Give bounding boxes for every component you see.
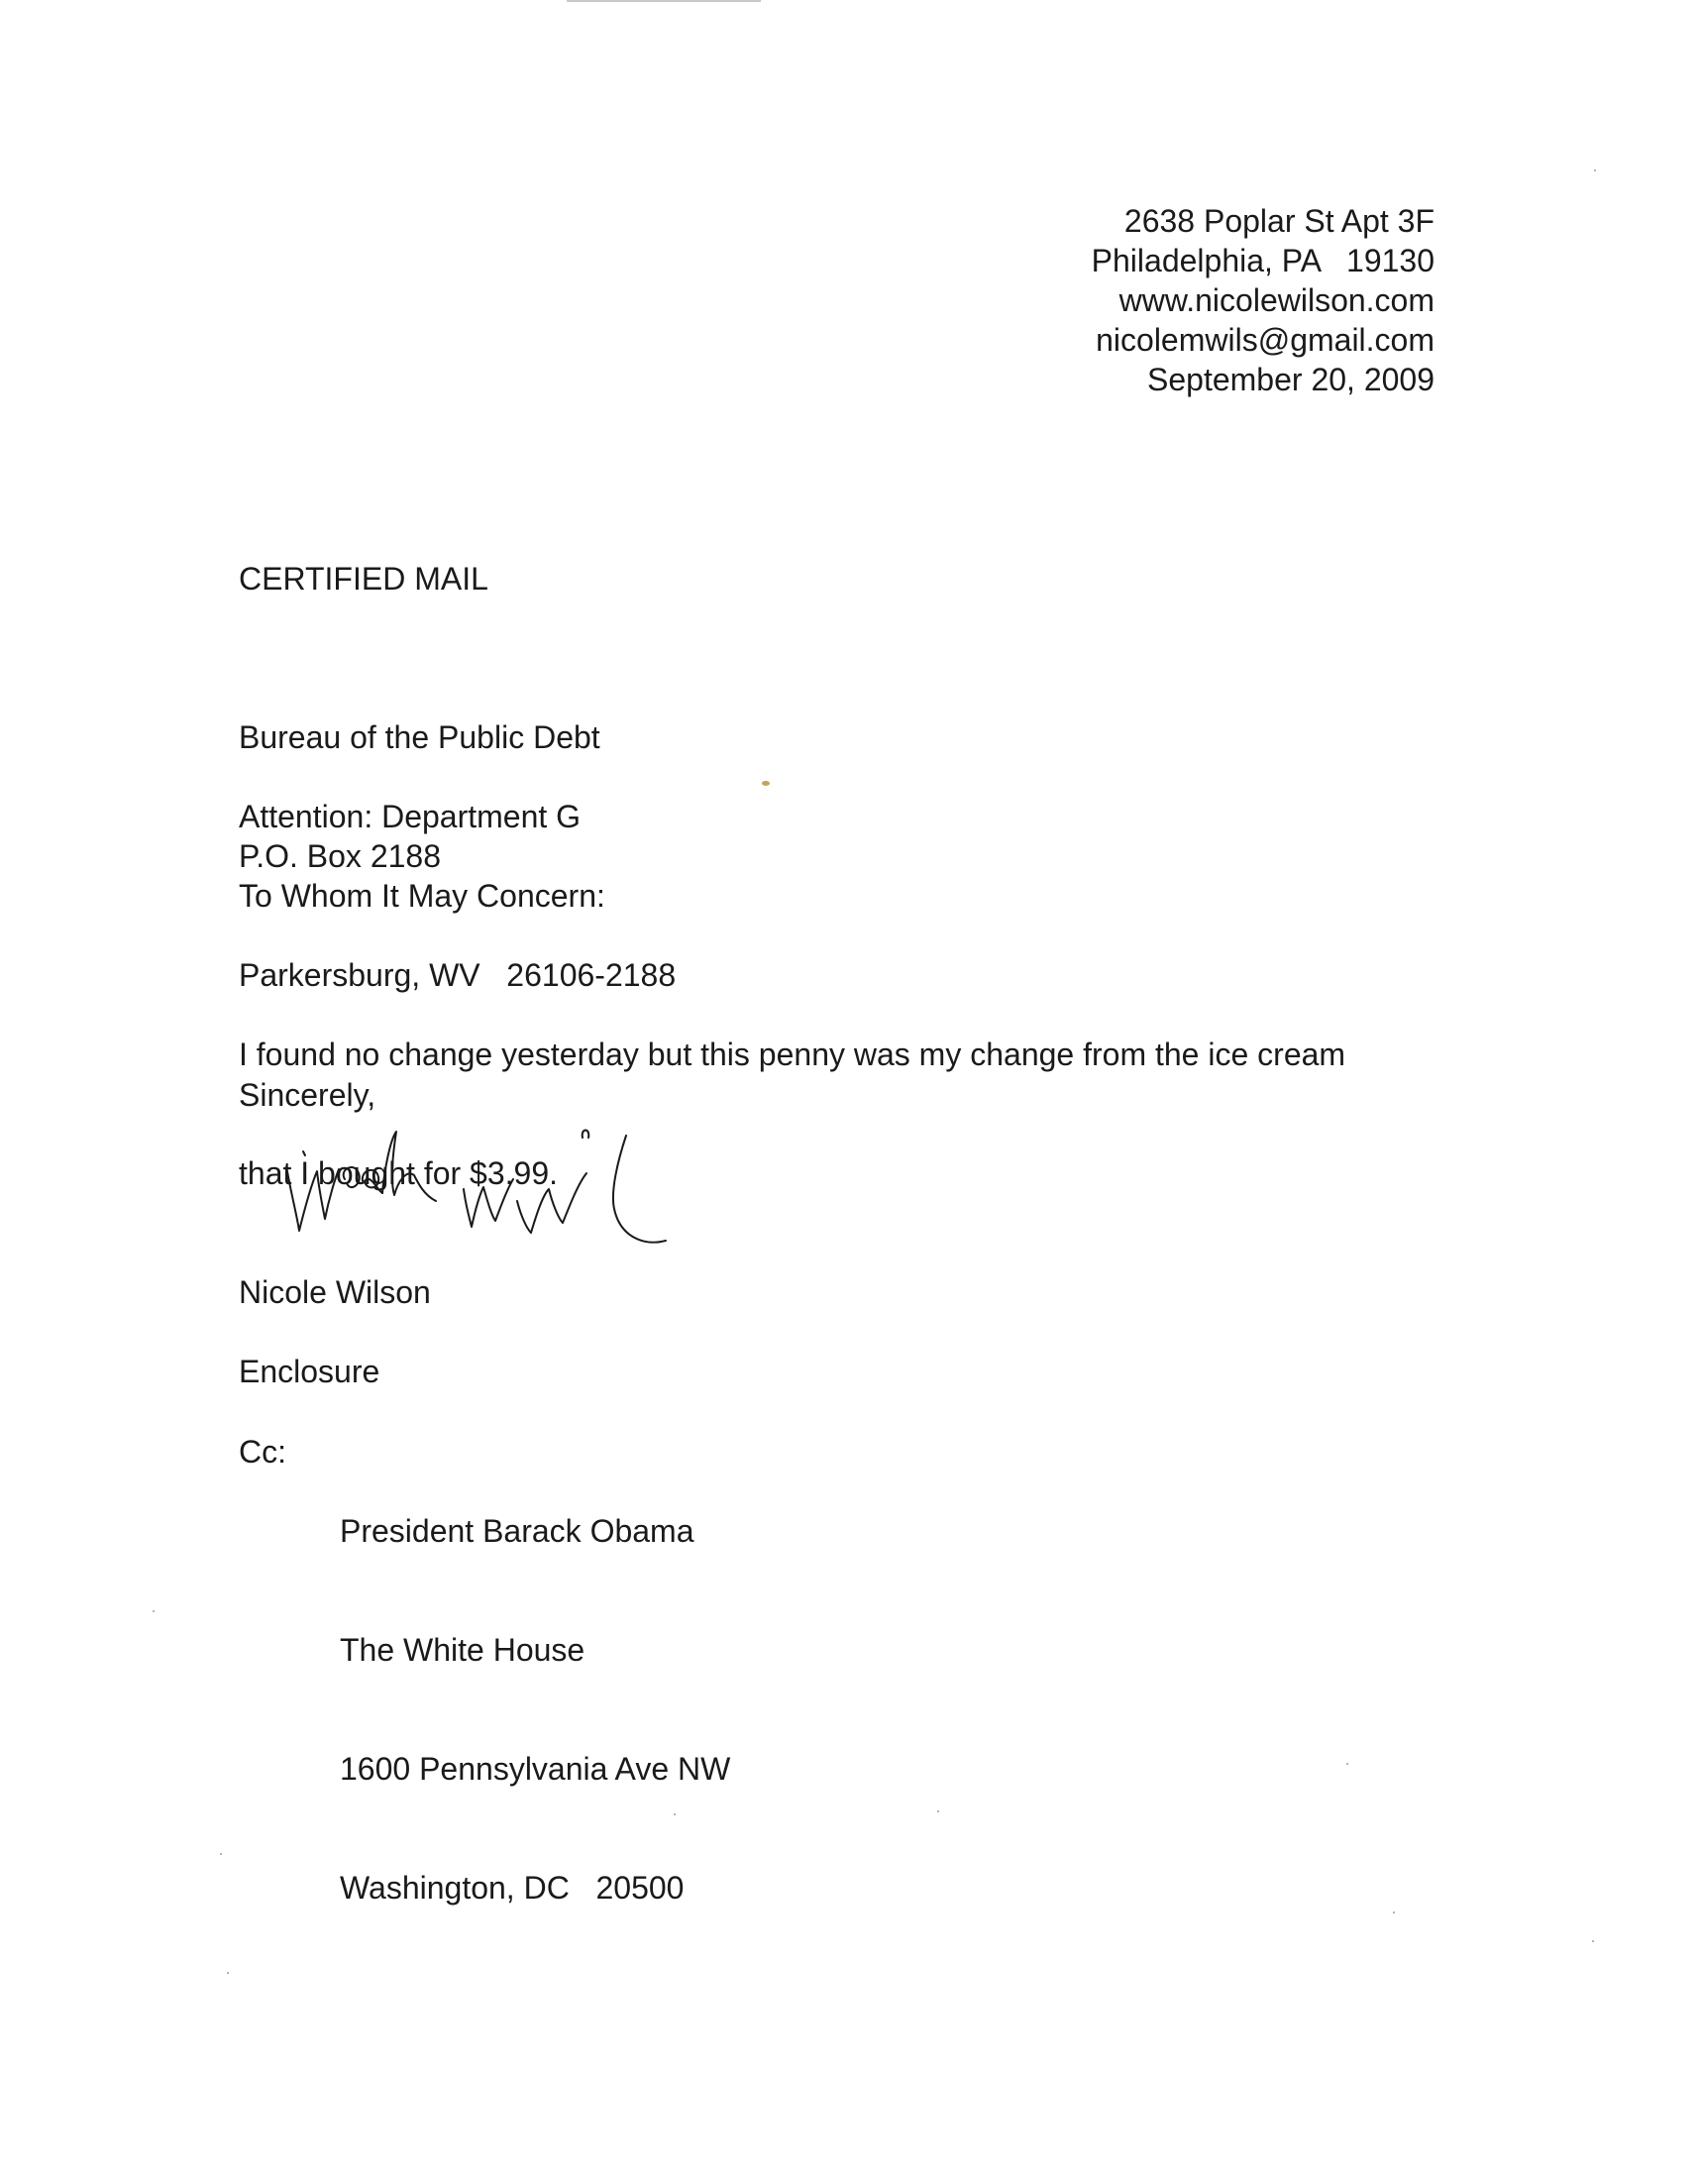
cc-name: President Barack Obama: [340, 1513, 694, 1549]
scan-speck: [674, 1813, 676, 1815]
recipient-city-line: Parkersburg, WV 26106-2188: [239, 957, 677, 993]
sender-website: www.nicolewilson.com: [1118, 282, 1434, 318]
closing: Sincerely,: [239, 1077, 376, 1113]
scan-speck: [937, 1810, 939, 1812]
salutation: To Whom It May Concern:: [239, 878, 605, 914]
cc-address-block: [340, 1432, 730, 1987]
delivery-method: CERTIFIED MAIL: [239, 561, 488, 597]
paper-stain: [762, 781, 770, 786]
letter-date: September 20, 2009: [1147, 362, 1434, 397]
recipient-po-box: P.O. Box 2188: [239, 838, 441, 874]
cc-street: 1600 Pennsylvania Ave NW: [340, 1751, 731, 1787]
scan-speck: [1393, 1911, 1395, 1913]
scan-speck: [1592, 1940, 1594, 1942]
handwritten-signature: [267, 1110, 842, 1268]
scan-speck: [1346, 1763, 1348, 1765]
sender-email: nicolemwils@gmail.com: [1096, 322, 1434, 358]
scan-speck: [153, 1610, 155, 1612]
recipient-name: Bureau of the Public Debt: [239, 719, 600, 755]
sender-street: 2638 Poplar St Apt 3F: [1123, 203, 1434, 239]
attention-line: Attention: Department G: [239, 799, 582, 834]
enclosure-note: Enclosure: [239, 1354, 380, 1389]
body-line-2: that I bought for $3.99.: [239, 1155, 559, 1191]
cc-label: Cc:: [239, 1434, 286, 1470]
signer-name: Nicole Wilson: [239, 1274, 431, 1310]
scan-speck: [220, 1853, 222, 1855]
scan-speck: [227, 1972, 229, 1974]
body-line-1: I found no change yesterday but this penny was my change from the ice cream: [239, 1037, 1346, 1072]
sender-city-line: Philadelphia, PA 19130: [1091, 243, 1434, 278]
sender-address-block: [1092, 201, 1434, 399]
scan-speck: [1594, 169, 1596, 171]
scan-edge-mark: [567, 0, 761, 2]
cc-city-line: Washington, DC 20500: [340, 1870, 685, 1906]
cc-org: The White House: [340, 1632, 585, 1668]
